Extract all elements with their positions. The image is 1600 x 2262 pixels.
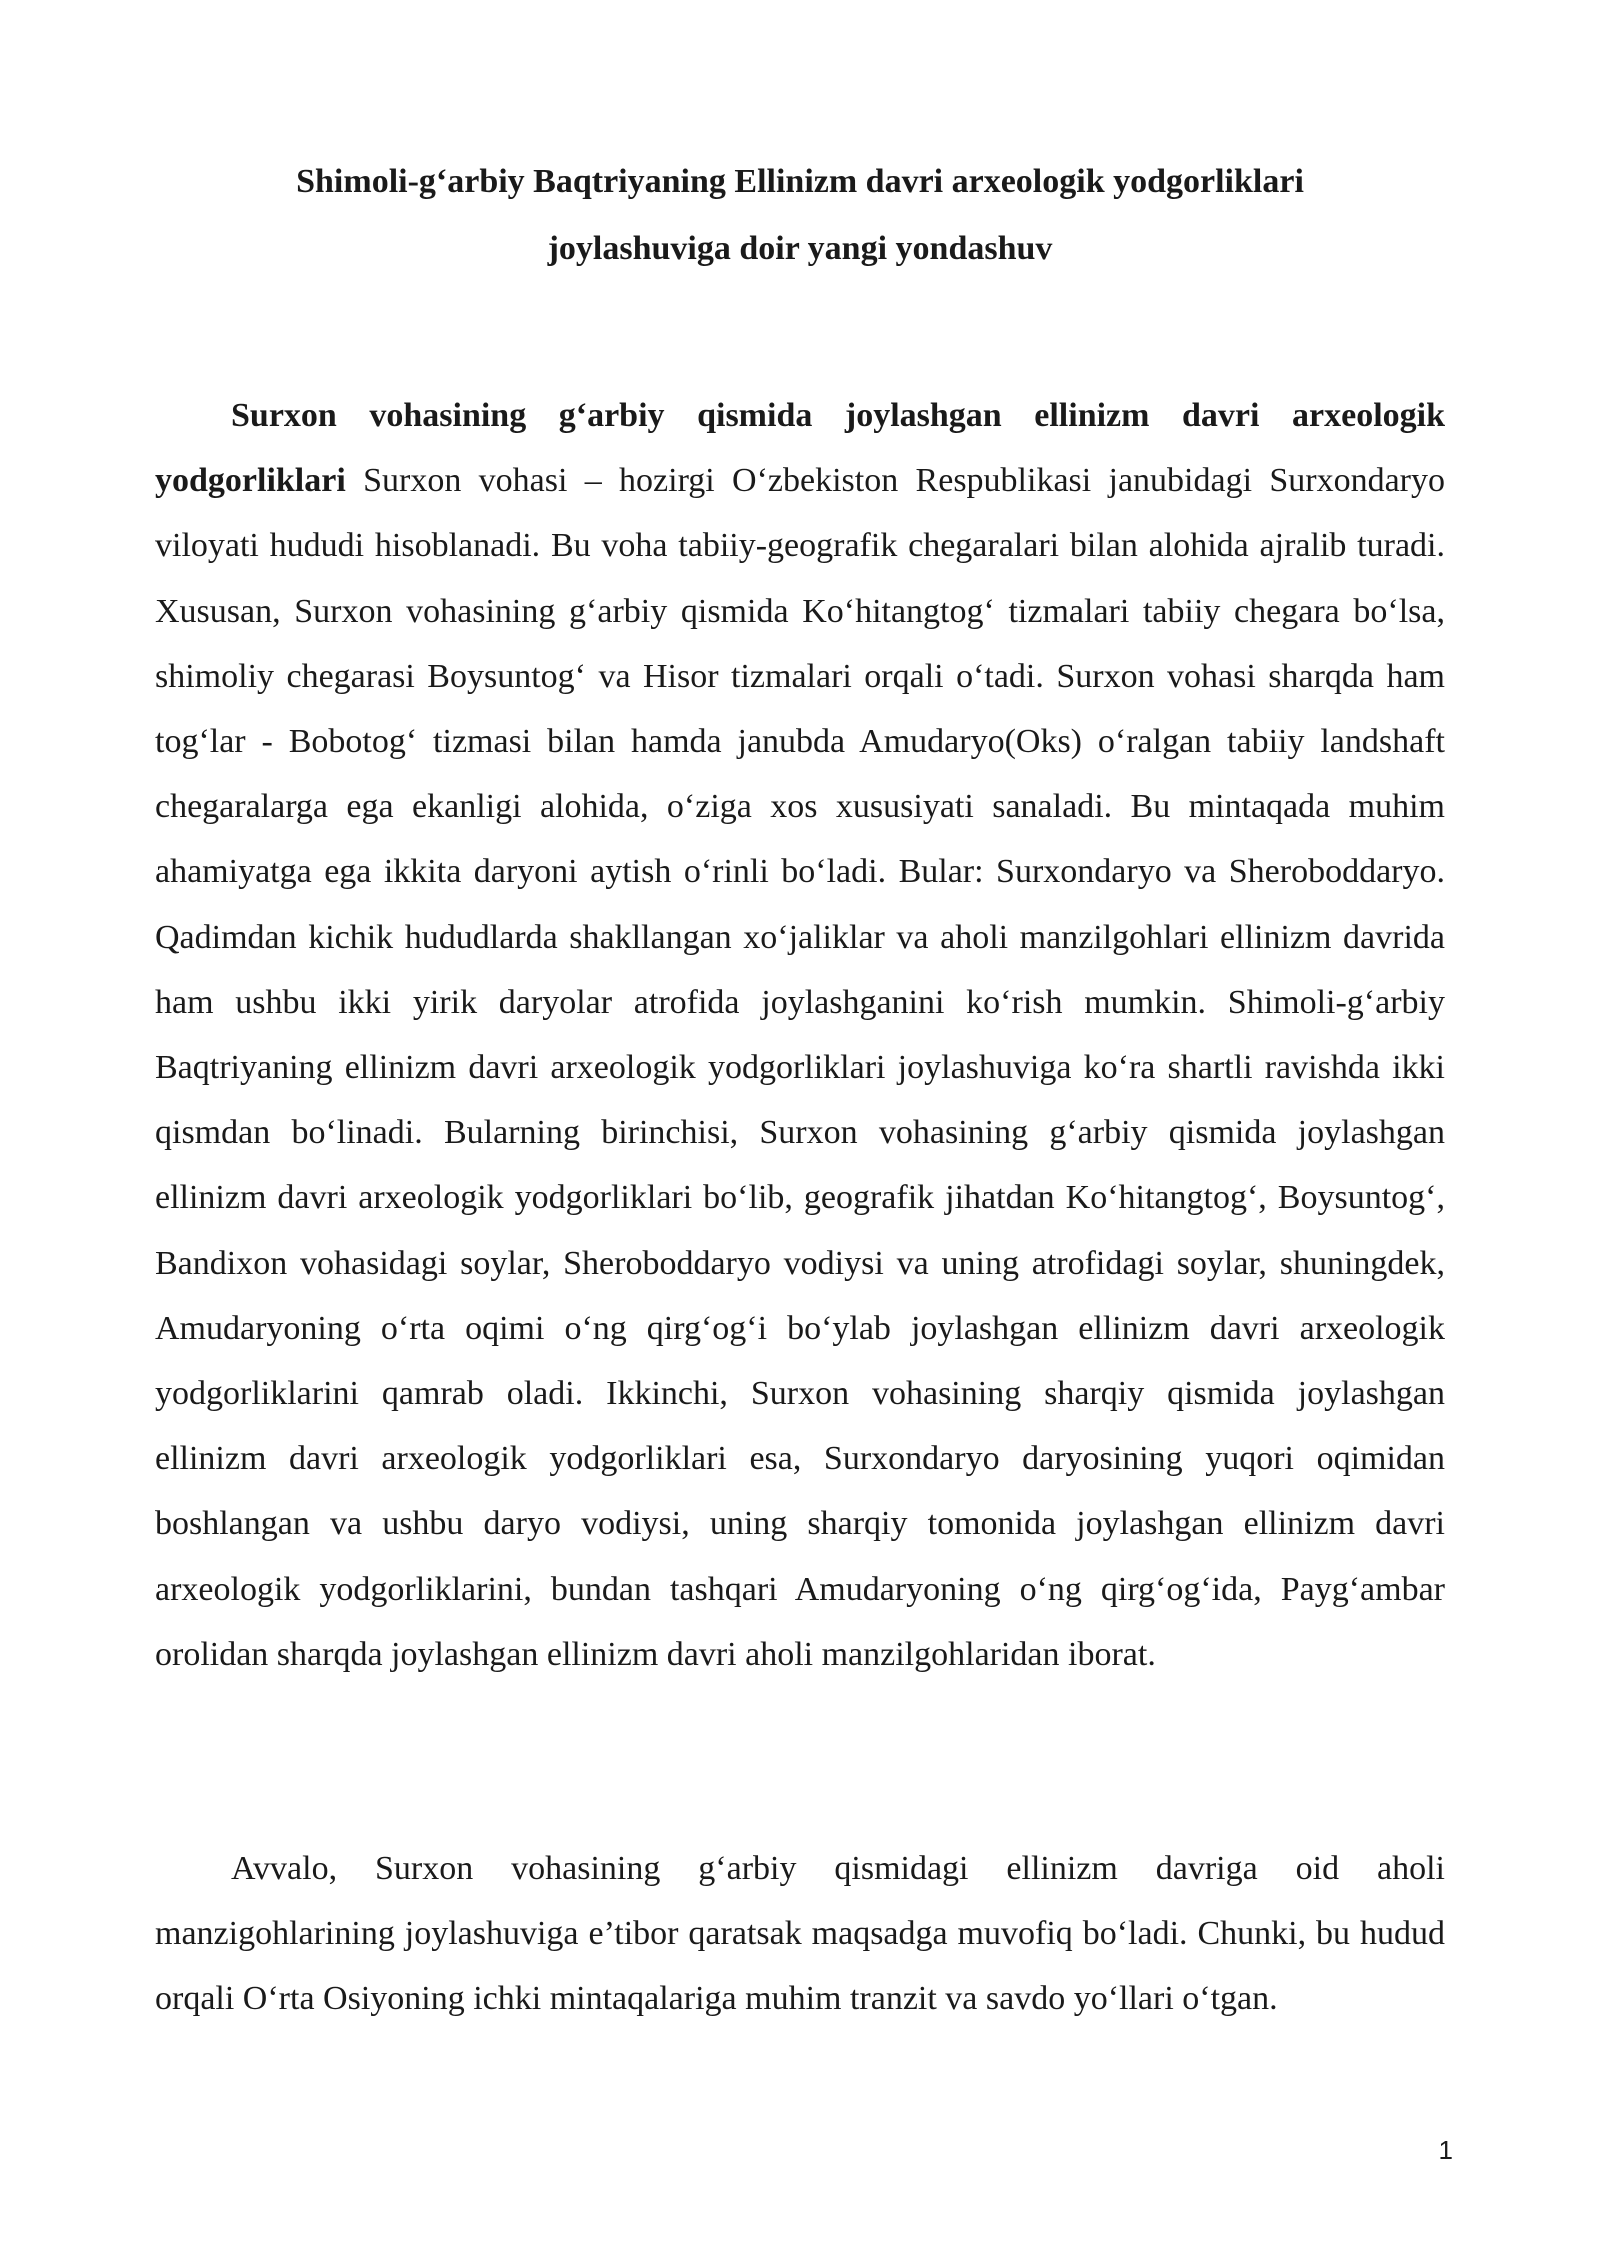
paragraph-2-text: Avvalo, Surxon vohasining g‘arbiy qismidagi ellinizm davriga oid aholi manzigohlarining joylashuviga e’tibor qaratsak maqsadga muvofiq bo‘ladi. Chunki, bu hudud orqali O‘rta Osiyoning ichki mintaqalariga muhim tranzit va savdo yo‘llari o‘tgan.: [155, 1850, 1445, 2017]
paragraph-1-text: Surxon vohasi – hozirgi O‘zbekiston Respublikasi janubidagi Surxondaryo viloyati hududi hisoblanadi. Bu voha tabiiy-geografik chegaralari bilan alohida ajralib turadi. Xususan, Surxon vohasining g‘arbiy qismida Ko‘hitangtog‘ tizmalari tabiiy chegara bo‘lsa, shimoliy chegarasi Boysuntog‘ va Hisor tizmalari orqali o‘tadi. Surxon vohasi sharqda ham tog‘lar - Bobotog‘ tizmasi bilan hamda janubda Amudaryo(Oks) o‘ralgan tabiiy landshaft chegaralarga ega ekanligi alohida, o‘ziga xos xususiyati sanaladi. Bu mintaqada muhim ahamiyatga ega ikkita daryoni aytish o‘rinli bo‘ladi. Bular: Surxondaryo va Sheroboddaryo. Qadimdan kichik hududlarda shakllangan xo‘jaliklar va aholi manzilgohlari ellinizm davrida ham ushbu ikki yirik daryolar atrofida joylashganini ko‘rish mumkin. Shimoli-g‘arbiy Baqtriyaning ellinizm davri arxeologik yodgorliklari joylashuviga ko‘ra shartli ravishda ikki qismdan bo‘linadi. Bularning birinchisi, Surxon vohasining g‘arbiy qismida joylashgan ellinizm davri arxeologik yodgorliklari bo‘lib, geografik jihatdan Ko‘hitangtog‘, Boysuntog‘, Bandixon vohasidagi soylar, Sheroboddaryo vodiysi va uning atrofidagi soylar, shuningdek, Amudaryoning o‘rta oqimi o‘ng qirg‘og‘i bo‘ylab joylashgan ellinizm davri arxeologik yodgorliklarini qamrab oladi. Ikkinchi, Surxon vohasining sharqiy qismida joylashgan ellinizm davri arxeologik yodgorliklari esa, Surxondaryo daryosining yuqori oqimidan boshlangan va ushbu daryo vodiysi, uning sharqiy tomonida joylashgan ellinizm davri arxeologik yodgorliklarini, bundan tashqari Amudaryoning o‘ng qirg‘og‘ida, Payg‘ambar orolidan sharqda joylashgan ellinizm davri aholi manzilgohlaridan iborat.: [155, 462, 1445, 1673]
body-paragraph-1: [155, 383, 1445, 1687]
document-title: [155, 148, 1445, 282]
page-number: 1: [1438, 2135, 1453, 2165]
title-line-1: Shimoli-g‘arbiy Baqtriyaning Ellinizm davri arxeologik yodgorliklari: [296, 163, 1304, 200]
title-line-2: joylashuviga doir yangi yondashuv: [547, 230, 1053, 267]
paragraph-1-lead: Surxon vohasining g‘arbiy qismida joylashgan ellinizm davri arxeologik yodgorliklari: [155, 397, 1445, 500]
body-paragraph-2: [155, 1836, 1445, 2031]
